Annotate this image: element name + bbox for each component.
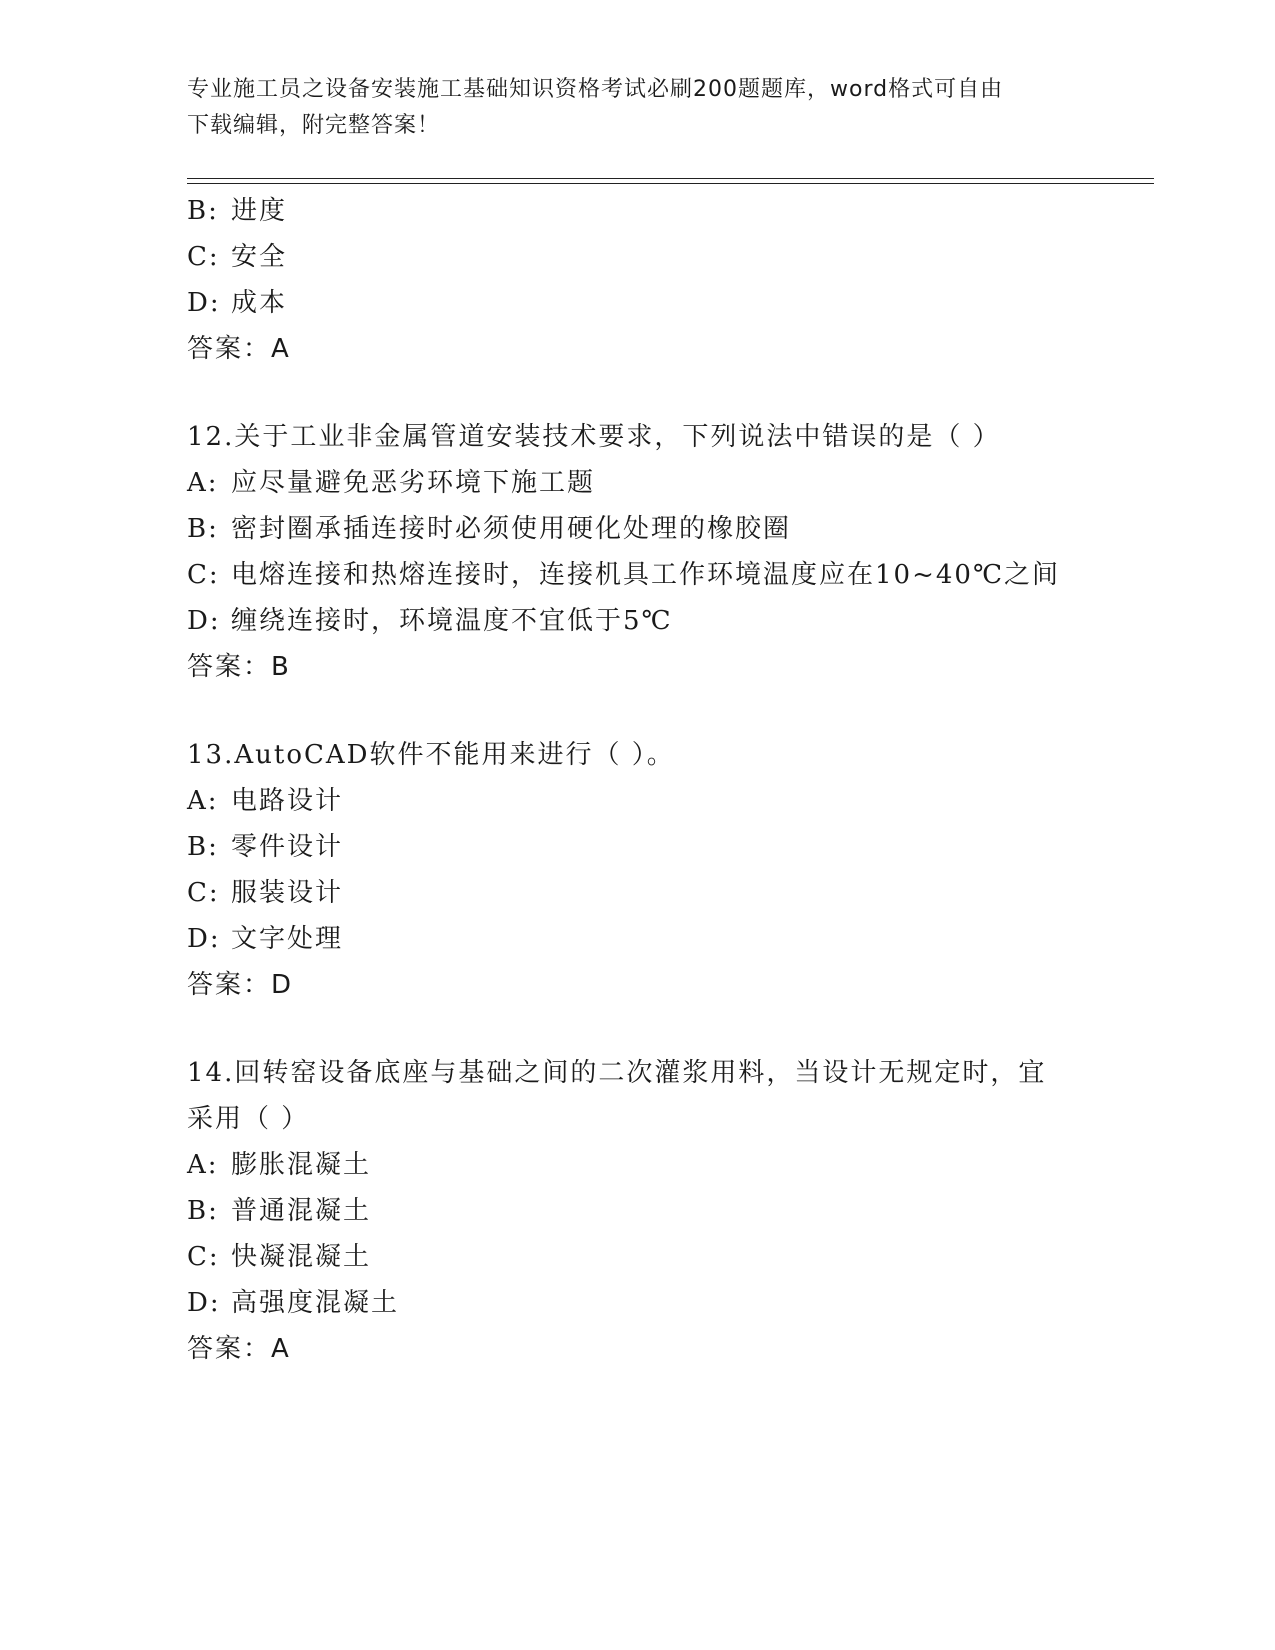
option-text: 电熔连接和热熔连接时，连接机具工作环境温度应在10~40℃之间 (231, 560, 1061, 590)
option-b (187, 824, 1087, 870)
option-c (187, 234, 1087, 280)
option-text: 电路设计 (231, 786, 344, 816)
header-line-1: 专业施工员之设备安装施工基础知识资格考试必刷200题题库，word格式可自由 (187, 77, 1004, 102)
option-b (187, 188, 1087, 234)
option-label: D: (187, 288, 221, 318)
option-label: D: (187, 924, 221, 954)
option-text: 高强度混凝土 (231, 1288, 400, 1318)
option-text: 应尽量避免恶劣环境下施工题 (231, 468, 596, 498)
header-line-2: 下载编辑，附完整答案！ (187, 113, 441, 138)
answer: 答案：A (187, 1334, 291, 1364)
header-double-rule (187, 178, 1154, 184)
question-stem-line-1: 14.回转窑设备底座与基础之间的二次灌浆用料，当设计无规定时，宜 (187, 1058, 1047, 1088)
option-label: B: (187, 832, 219, 862)
option-text: 膨胀混凝土 (231, 1150, 372, 1180)
option-text: 服装设计 (231, 878, 344, 908)
option-text: 缠绕连接时，环境温度不宜低于5℃ (231, 606, 673, 636)
option-c (187, 552, 1087, 598)
option-a (187, 460, 1087, 506)
option-label: C: (187, 560, 220, 590)
option-c (187, 870, 1087, 916)
option-text: 成本 (231, 288, 288, 318)
option-label: A: (187, 468, 219, 498)
option-text: 文字处理 (231, 924, 344, 954)
answer: 答案：B (187, 652, 291, 682)
option-d (187, 916, 1087, 962)
option-label: A: (187, 1150, 219, 1180)
option-d (187, 598, 1087, 644)
option-b (187, 1188, 1087, 1234)
option-label: C: (187, 1242, 220, 1272)
question-12 (187, 414, 1087, 690)
question-content (187, 188, 1087, 1372)
question-stem: 13.AutoCAD软件不能用来进行（ ）。 (187, 740, 675, 770)
option-d (187, 280, 1087, 326)
option-d (187, 1280, 1087, 1326)
option-label: D: (187, 1288, 221, 1318)
question-11-continuation (187, 188, 1087, 372)
option-label: B: (187, 196, 219, 226)
question-14 (187, 1050, 1087, 1372)
option-label: B: (187, 1196, 219, 1226)
option-c (187, 1234, 1087, 1280)
option-text: 安全 (231, 242, 288, 272)
option-label: A: (187, 786, 219, 816)
answer: 答案：D (187, 970, 294, 1000)
option-label: D: (187, 606, 221, 636)
option-text: 进度 (231, 196, 288, 226)
option-label: B: (187, 514, 219, 544)
option-text: 快凝混凝土 (231, 1242, 372, 1272)
option-text: 密封圈承插连接时必须使用硬化处理的橡胶圈 (231, 514, 792, 544)
question-stem: 12.关于工业非金属管道安装技术要求，下列说法中错误的是（ ） (187, 422, 1001, 452)
spacer (187, 690, 1087, 732)
option-label: C: (187, 242, 220, 272)
document-header (187, 72, 1087, 144)
option-text: 普通混凝土 (231, 1196, 372, 1226)
option-a (187, 778, 1087, 824)
option-label: C: (187, 878, 220, 908)
spacer (187, 1008, 1087, 1050)
question-13 (187, 732, 1087, 1008)
option-text: 零件设计 (231, 832, 344, 862)
question-stem-line-2: 采用（ ） (187, 1104, 310, 1134)
option-a (187, 1142, 1087, 1188)
option-b (187, 506, 1087, 552)
answer: 答案：A (187, 334, 291, 364)
spacer (187, 372, 1087, 414)
